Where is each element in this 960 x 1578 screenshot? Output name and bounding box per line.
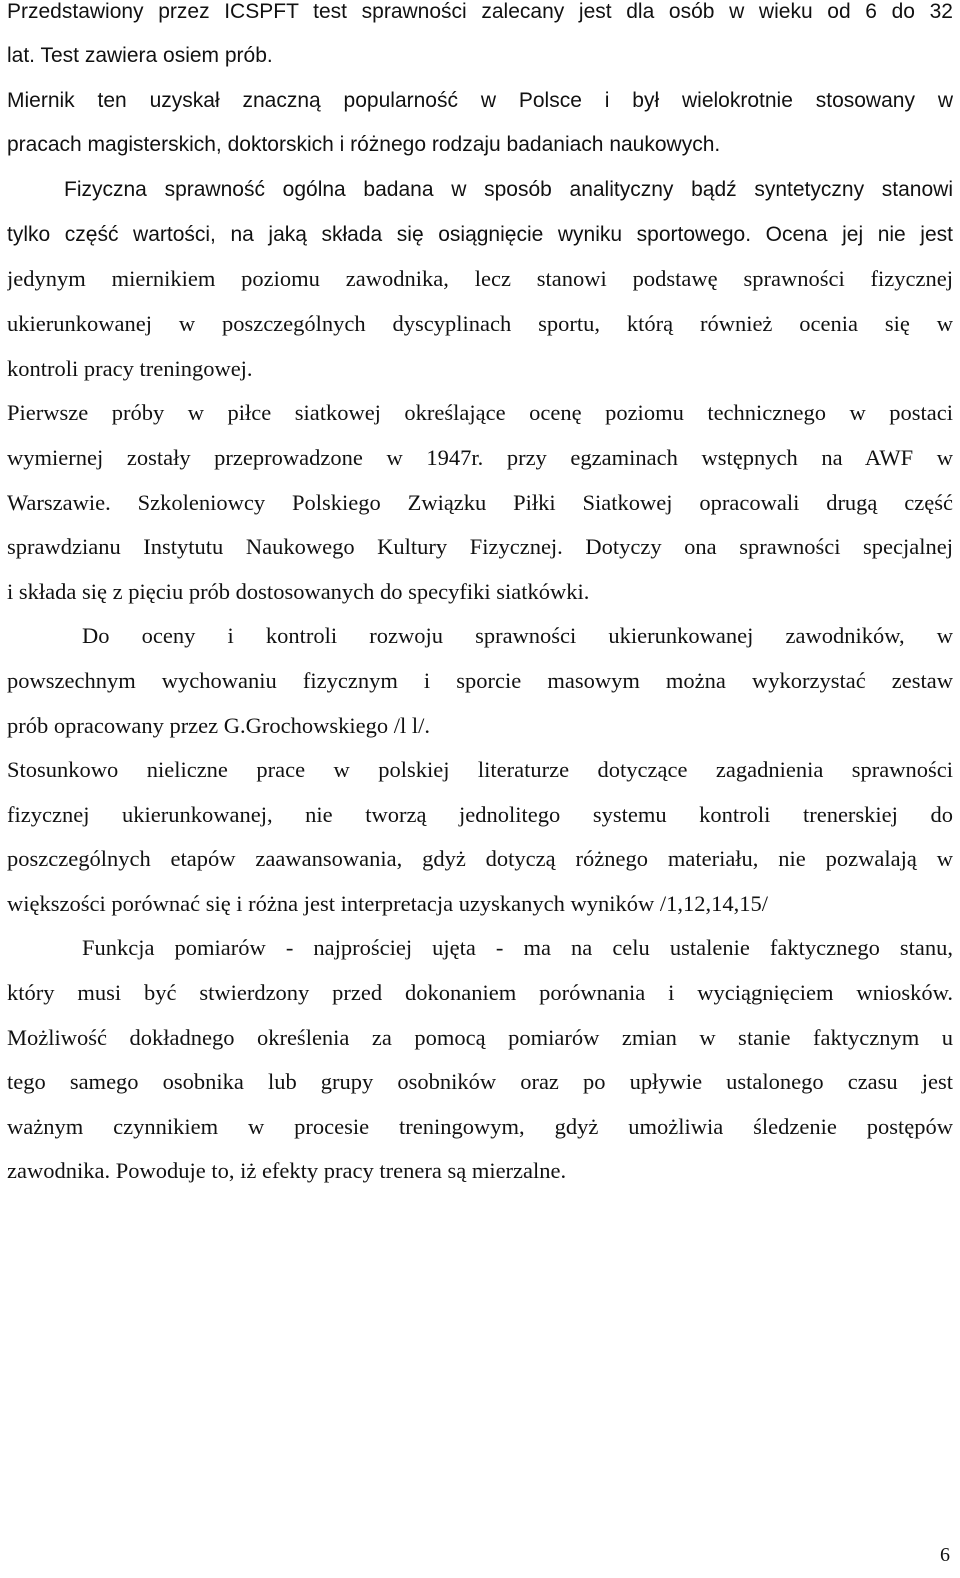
text-line: zawodnika. Powoduje to, iż efekty pracy trenera są mierzalne. — [7, 1158, 567, 1183]
text-line: ważnym czynnikiem w procesie treningowym, gdyż umożliwia śledzenie postępów — [7, 1114, 953, 1139]
text-line: tego samego osobnika lub grupy osobników oraz po upływie ustalonego czasu jest — [7, 1069, 953, 1094]
text-line: powszechnym wychowaniu fizycznym i sporcie masowym można wykorzystać zestaw — [7, 668, 953, 693]
text-line: Miernik ten uzyskał znaczną popularność w Polsce i był wielokrotnie stosowany w — [7, 89, 953, 112]
text-line: Możliwość dokładnego określenia za pomocą pomiarów zmian w stanie faktycznym u — [7, 1025, 953, 1050]
text-line: ukierunkowanej w poszczególnych dyscyplinach sportu, którą również ocenia się w — [7, 311, 953, 336]
text-line: Pierwsze próby w piłce siatkowej określające ocenę poziomu technicznego w postaci — [7, 400, 953, 425]
text-line: prób opracowany przez G.Grochowskiego /l l/. — [7, 713, 430, 738]
text-line: poszczególnych etapów zaawansowania, gdyż dotyczą różnego materiału, nie pozwalają w — [7, 846, 953, 871]
text-line: i składa się z pięciu prób dostosowanych do specyfiki siatkówki. — [7, 579, 590, 604]
text-line: Stosunkowo nieliczne prace w polskiej literaturze dotyczące zagadnienia sprawności — [7, 757, 953, 782]
text-line: Funkcja pomiarów - najprościej ujęta - ma na celu ustalenie faktycznego stanu, — [82, 935, 953, 960]
text-line: kontroli pracy treningowej. — [7, 356, 253, 381]
text-line: fizycznej ukierunkowanej, nie tworzą jednolitego systemu kontroli trenerskiej do — [7, 802, 953, 827]
text-line: wymiernej zostały przeprowadzone w 1947r. przy egzaminach wstępnych na AWF w — [7, 445, 953, 470]
text-line: tylko część wartości, na jaką składa się osiągnięcie wyniku sportowego. Ocena jej nie jest — [7, 223, 953, 246]
text-line: który musi być stwierdzony przed dokonaniem porównania i wyciągnięciem wniosków. — [7, 980, 953, 1005]
text-line: Warszawie. Szkoleniowcy Polskiego Związku Piłki Siatkowej opracowali drugą część — [7, 490, 953, 515]
text-line: Do oceny i kontroli rozwoju sprawności ukierunkowanej zawodników, w — [82, 623, 953, 648]
text-line: sprawdzianu Instytutu Naukowego Kultury Fizycznej. Dotyczy ona sprawności specjalnej — [7, 534, 953, 559]
text-line: Fizyczna sprawność ogólna badana w sposób analityczny bądź syntetyczny stanowi — [64, 178, 953, 201]
text-line: jedynym miernikiem poziomu zawodnika, lecz stanowi podstawę sprawności fizycznej — [7, 266, 953, 291]
text-line: większości porównać się i różna jest interpretacja uzyskanych wyników /1,12,14,15/ — [7, 891, 769, 916]
text-line: lat. Test zawiera osiem prób. — [7, 44, 273, 67]
page-number: 6 — [940, 1544, 950, 1566]
text-line: Przedstawiony przez ICSPFT test sprawności zalecany jest dla osób w wieku od 6 do 32 — [7, 0, 953, 23]
text-line: pracach magisterskich, doktorskich i różnego rodzaju badaniach naukowych. — [7, 133, 721, 156]
